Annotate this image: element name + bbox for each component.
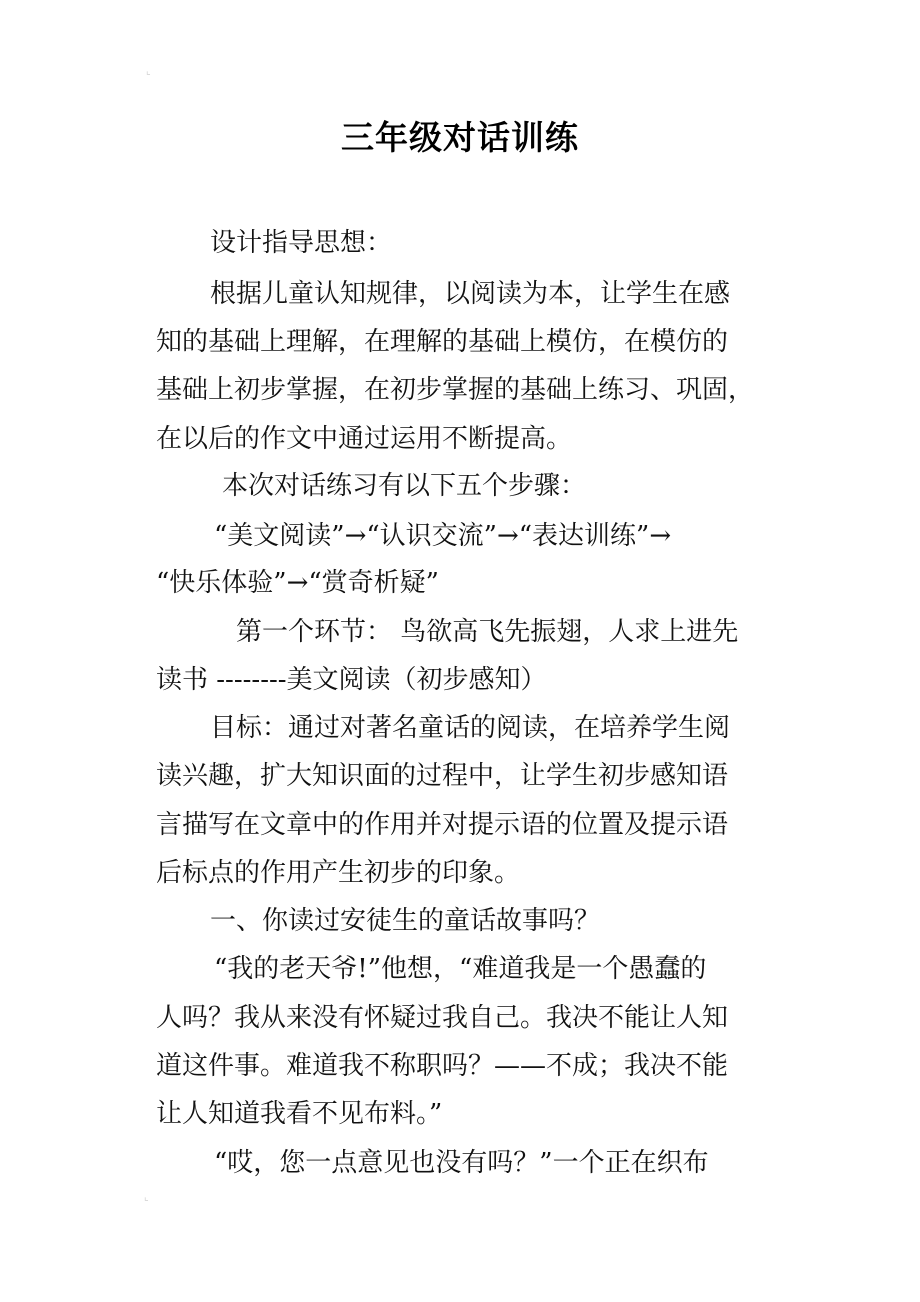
- text-line: “哎，您一点意见也没有吗？”一个正在织布: [214, 1148, 709, 1178]
- text-line: 让人知道我看不见布料。”: [156, 1099, 443, 1129]
- text-line: 读书 --------美文阅读（初步感知）: [156, 665, 547, 695]
- corner-mark-icon: ⌞: [146, 66, 151, 77]
- text-line: 设计指导思想：: [210, 228, 393, 258]
- text-line: 后标点的作用产生初步的印象。: [156, 858, 521, 888]
- text-line: 在以后的作文中通过运用不断提高。: [156, 424, 573, 454]
- text-line: 一、你读过安徒生的童话故事吗？: [210, 906, 601, 936]
- text-line: 根据儿童认知规律，以阅读为本，让学生在感: [210, 279, 731, 309]
- text-line: “快乐体验”→“赏奇析疑”: [156, 568, 439, 598]
- text-line: “我的老天爷!”他想，“难道我是一个愚蠢的: [214, 954, 707, 984]
- text-line: 目标：通过对著名童话的阅读，在培养学生阅: [210, 713, 731, 743]
- text-line: 人吗？我从来没有怀疑过我自己。我决不能让人知: [156, 1003, 729, 1033]
- text-line: 第一个环节： 鸟欲高飞先振翅，人求上进先: [236, 617, 739, 647]
- text-line: 基础上初步掌握，在初步掌握的基础上练习、巩固，: [156, 375, 755, 405]
- text-line: 言描写在文章中的作用并对提示语的位置及提示语: [156, 810, 729, 840]
- text-line: 本次对话练习有以下五个步骤：: [222, 471, 587, 501]
- text-line: “美文阅读”→“认识交流”→“表达训练”→: [214, 521, 672, 551]
- text-line: 道这件事。难道我不称职吗？——不成；我决不能: [156, 1051, 729, 1081]
- text-line: 知的基础上理解，在理解的基础上模仿，在模仿的: [156, 327, 729, 357]
- text-line: 读兴趣，扩大知识面的过程中，让学生初步感知语: [156, 761, 729, 791]
- corner-mark-icon: ⌞: [144, 1192, 149, 1203]
- document-title: 三年级对话训练: [341, 118, 579, 157]
